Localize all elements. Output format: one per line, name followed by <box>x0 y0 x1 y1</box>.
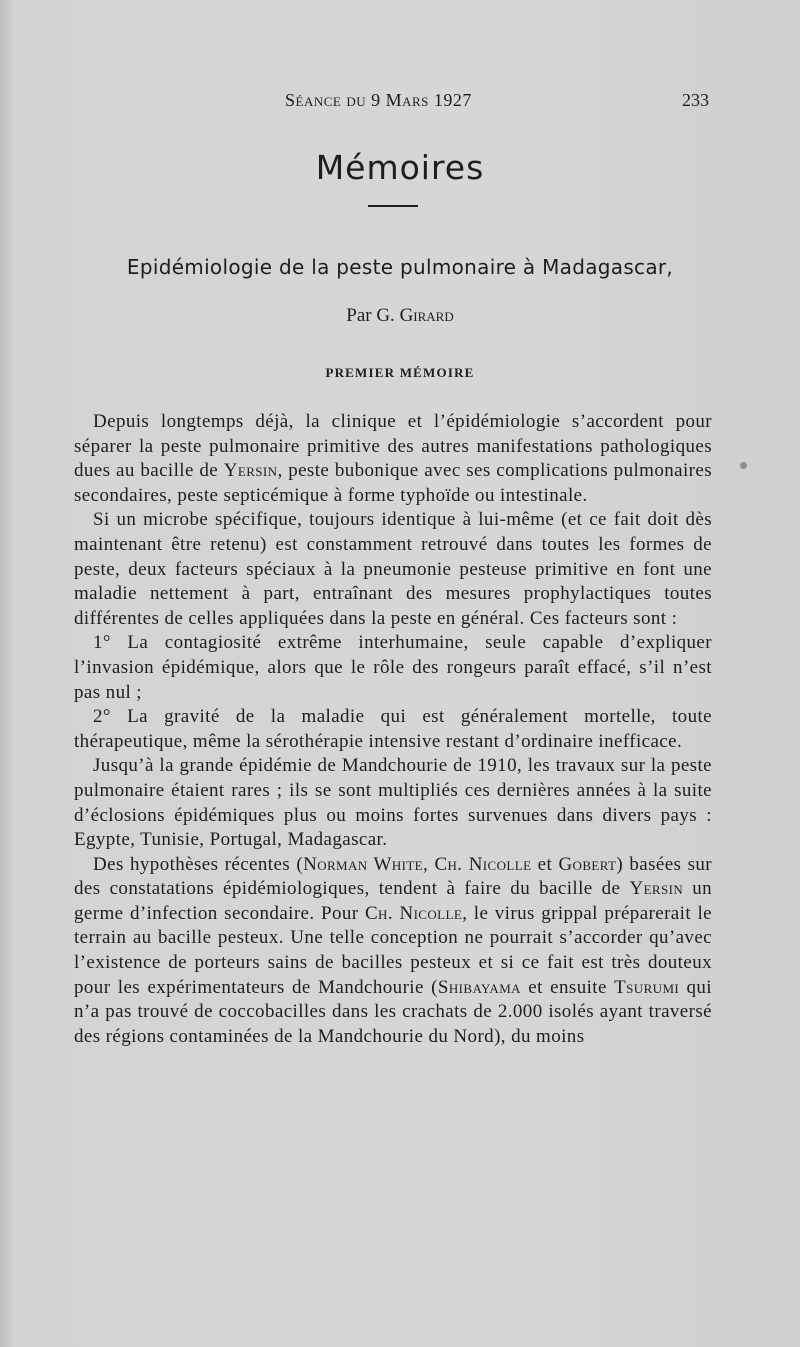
paragraph-text: Depuis longtemps déjà, la clinique et l’épidémiologie s’accordent pour séparer la peste pulmonaire primitive des autres manifestations pathologiques dues au bacille de <box>74 411 712 482</box>
paragraph <box>74 754 712 852</box>
author-name: Girard <box>399 305 454 326</box>
byline-prefix: Par G. <box>346 305 395 326</box>
person-name: Yersin <box>223 460 278 482</box>
page-number: 233 <box>682 90 709 110</box>
paragraph-text: 2° La gravité de la maladie qui est généralement mortelle, toute thérapeutique, même la sérothérapie intensive restant d’ordinaire inefficace. <box>74 706 712 752</box>
paragraph <box>74 631 712 705</box>
paragraph-text: Si un microbe spécifique, toujours identique à lui-même (et ce fait doit dès maintenant être retenu) est constamment retrouvé dans toutes les formes de peste, deux facteurs spéciaux à la pneumonie pesteuse primitive en font une maladie nettement à part, entraînant des mesures prophylactiques toutes différentes de celles appliquées dans la peste en général. Ces facteurs sont : <box>74 509 712 629</box>
paragraph <box>74 853 712 1050</box>
body-text <box>74 410 712 1049</box>
paragraph-text: et ensuite <box>520 976 615 998</box>
paragraph <box>74 705 712 754</box>
person-name: Shibayama <box>437 976 521 998</box>
person-name: Norman White <box>303 853 424 875</box>
person-name: Ch. Nicolle <box>364 902 463 924</box>
title-rule <box>368 205 418 207</box>
person-name: Gobert <box>558 853 617 875</box>
paragraph-text: et <box>531 853 559 875</box>
article-subtitle: PREMIER MÉMOIRE <box>325 365 475 380</box>
paper-blemish <box>740 462 747 469</box>
section-title: Mémoires <box>315 148 485 187</box>
paragraph <box>74 508 712 631</box>
person-name: Ch. Nicolle <box>434 853 532 875</box>
paragraph-text: un germe d’infection secondaire. Pour <box>74 878 713 924</box>
paragraph <box>74 410 712 508</box>
paragraph-text: , peste bubonique avec ses complications pulmonaires secondaires, peste septicémique à forme typhoïde ou intestinale. <box>74 460 712 506</box>
paragraph-text: 1° La contagiosité extrême interhumaine, seule capable d’expliquer l’invasion épidémique, alors que le rôle des rongeurs paraît effacé, s’il n’est pas nul ; <box>74 632 712 703</box>
paragraph-text: Des hypothèses récentes ( <box>93 853 304 875</box>
paragraph-text: , le virus grippal préparerait le terrain au bacille pesteux. Une telle conception ne pourrait s’accorder qu’avec l’existence de porteurs sains de bacilles pesteux et si ce fait est très douteux pour les expérimentateurs de Mandchourie ( <box>74 902 712 998</box>
paragraph-text: , <box>423 853 435 875</box>
paragraph-text: qui n’a pas trouvé de coccobacilles dans les crachats de 2.000 isolés ayant traversé des régions contaminées de la Mandchourie du Nord), du moins <box>74 976 712 1047</box>
paragraph-text: Jusqu’à la grande épidémie de Mandchourie de 1910, les travaux sur la peste pulmonaire étaient rares ; ils se sont multipliés ces dernières années à la suite d’éclosions épidémiques plus ou moins fortes survenues dans divers pays : Egypte, Tunisie, Portugal, Madagascar. <box>74 755 712 851</box>
person-name: Yersin <box>629 878 684 900</box>
byline <box>0 305 800 327</box>
paragraph-text: ) basées sur des constatations épidémiologiques, tendent à faire du bacille de <box>74 853 713 900</box>
running-header <box>0 88 800 114</box>
person-name: Tsurumi <box>614 976 680 998</box>
running-title: Séance du 9 Mars 1927 <box>285 90 472 110</box>
article-title: Epidémiologie de la peste pulmonaire à Madagascar, <box>126 255 674 279</box>
